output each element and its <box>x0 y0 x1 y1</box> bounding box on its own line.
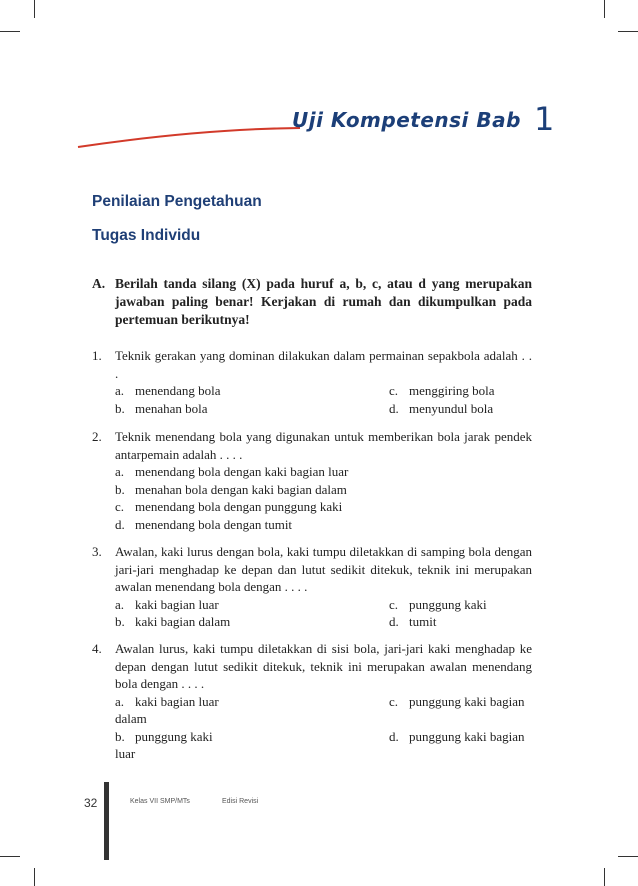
question-text: Teknik gerakan yang dominan dilakukan dalam permainan sepakbola adalah . . . <box>115 348 532 381</box>
option-a[interactable]: a. menendang bola dengan kaki bagian luar <box>115 464 349 479</box>
crop-mark <box>604 868 605 886</box>
footer-edition-label: Edisi Revisi <box>222 798 259 805</box>
option-d[interactable]: d. tumit <box>389 614 437 629</box>
option-a[interactable]: a. kaki bagian luar <box>115 596 219 612</box>
section-title-task: Tugas Individu <box>92 227 201 244</box>
option-d[interactable]: d. menendang bola dengan tumit <box>115 516 293 532</box>
page-number: 32 <box>84 796 98 810</box>
option-c[interactable]: c. menendang bola dengan punggung kaki <box>115 499 343 514</box>
option-c[interactable]: c. punggung kaki bagian <box>389 693 525 709</box>
section-title-knowledge: Penilaian Pengetahuan <box>92 193 262 210</box>
chapter-title: Uji Kompetensi Bab <box>292 108 521 132</box>
question-text: Awalan, kaki lurus dengan bola, kaki tumpu diletakkan di samping bola dengan jari-jari menghadap ke depan dan lutut sedikit ditekuk, teknik ini merupakan awalan menendang bola dengan . . . . <box>115 544 532 594</box>
option-c-continued: dalam <box>115 711 147 726</box>
chapter-number: 1 <box>534 100 555 138</box>
footer-bar <box>104 782 109 860</box>
option-b[interactable]: b. punggung kaki <box>115 728 213 744</box>
question-number: 2. <box>92 429 102 444</box>
option-d[interactable]: d. punggung kaki bagian <box>389 728 525 744</box>
crop-mark <box>0 856 20 857</box>
option-b[interactable]: b. menahan bola <box>115 400 208 416</box>
option-d[interactable]: d. menyundul bola <box>389 400 494 416</box>
instruction-text: Berilah tanda silang (X) pada huruf a, b, c, atau d yang merupakan jawaban paling benar! Kerjakan di rumah dan dikumpulkan pada pertemuan berikutnya! <box>115 276 532 327</box>
option-c[interactable]: c. menggiring bola <box>389 383 495 398</box>
option-a[interactable]: a. kaki bagian luar <box>115 693 219 709</box>
option-a[interactable]: a. menendang bola <box>115 383 221 398</box>
question-2 <box>92 428 532 533</box>
question-3 <box>92 543 532 631</box>
question-number: 4. <box>92 641 102 656</box>
option-b[interactable]: b. kaki bagian dalam <box>115 614 231 629</box>
footer-class-label: Kelas VII SMP/MTs <box>130 798 190 805</box>
option-b[interactable]: b. menahan bola dengan kaki bagian dalam <box>115 481 347 497</box>
crop-mark <box>618 856 638 857</box>
question-text: Awalan lurus, kaki tumpu diletakkan di sisi bola, jari-jari kaki menghadap ke depan dengan lutut sedikit ditekuk, teknik ini merupakan awalan menendang bola dengan . . . . <box>115 641 532 691</box>
instruction <box>92 275 532 329</box>
question-number: 3. <box>92 544 102 559</box>
instruction-label: A. <box>92 276 106 291</box>
option-c[interactable]: c. punggung kaki <box>389 596 487 612</box>
question-1 <box>92 347 532 417</box>
question-4 <box>92 640 532 763</box>
option-d-continued: luar <box>115 746 136 761</box>
crop-mark <box>34 868 35 886</box>
question-text: Teknik menendang bola yang digunakan untuk memberikan bola jarak pendek antarpemain adalah . . . . <box>115 429 532 462</box>
question-number: 1. <box>92 348 102 363</box>
